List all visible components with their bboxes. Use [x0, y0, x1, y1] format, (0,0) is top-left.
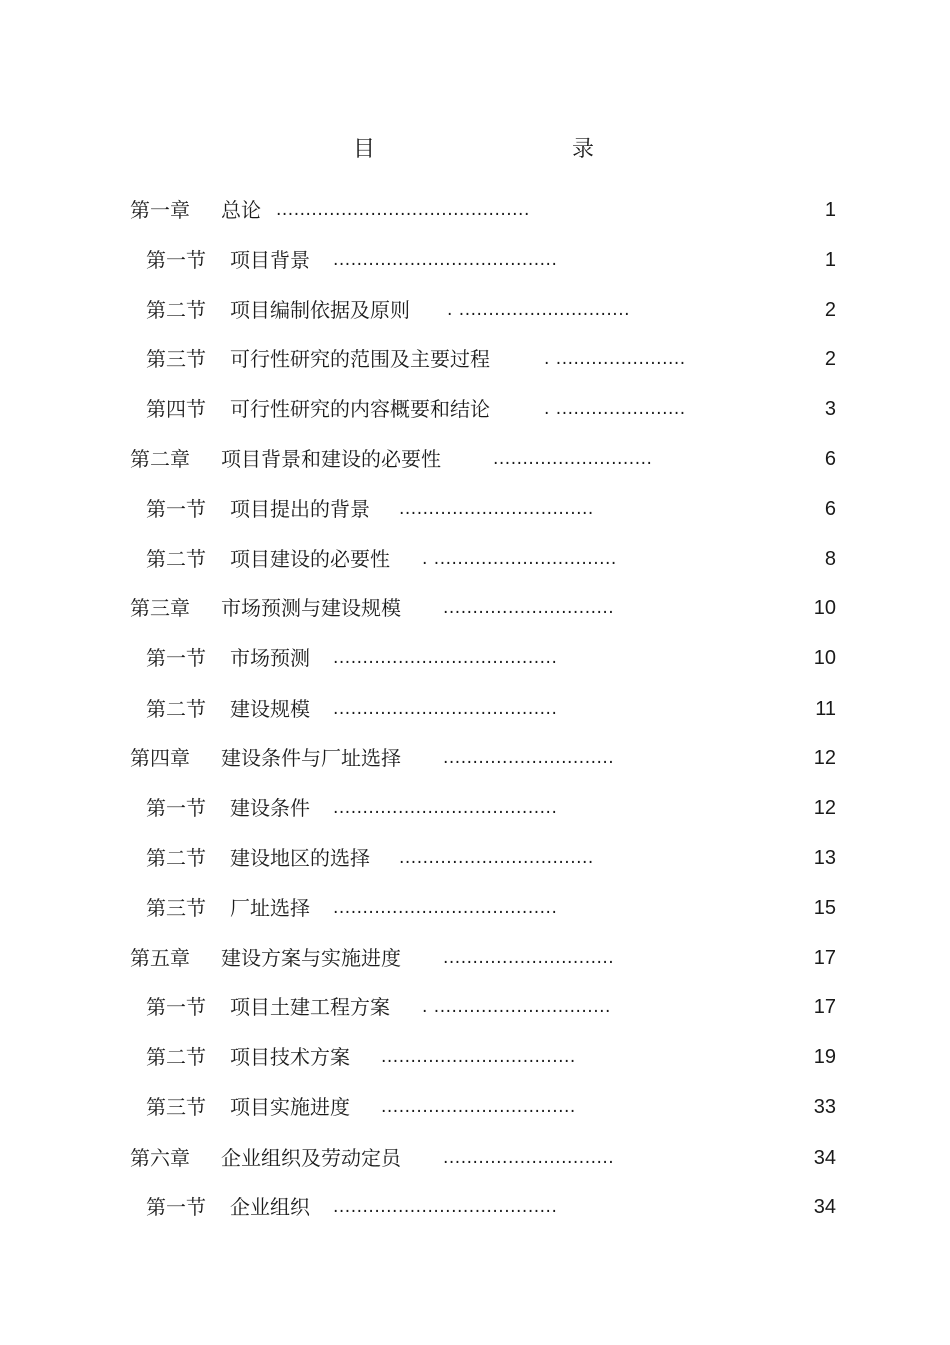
toc-entry-text: 总论 — [221, 198, 261, 222]
toc-entry-page: 8 — [824, 548, 836, 570]
toc-entry-text: 项目提出的背景 — [230, 497, 370, 521]
toc-entry-chapter[interactable] — [0, 592, 950, 624]
toc-entry-text: 项目编制依据及原则 — [230, 298, 410, 322]
toc-entry-leader: ................................. — [381, 1047, 576, 1067]
toc-entry-label: 第一节 — [146, 646, 206, 670]
toc-entry-text: 市场预测与建设规模 — [221, 596, 401, 620]
toc-entry-leader: ............................. — [443, 948, 615, 968]
toc-entry-text: 可行性研究的范围及主要过程 — [230, 347, 490, 371]
toc-entry-leader: . ............................. — [447, 300, 631, 320]
toc-entry-section[interactable] — [0, 1191, 950, 1223]
toc-entry-label: 第二节 — [146, 1045, 206, 1069]
toc-entry-label: 第四节 — [146, 397, 206, 421]
toc-entry-text: 项目实施进度 — [230, 1095, 350, 1119]
toc-entry-label: 第一节 — [146, 1195, 206, 1219]
toc-entry-text: 项目背景和建设的必要性 — [221, 447, 441, 471]
toc-entry-leader: ........................................... — [276, 200, 530, 220]
toc-entry-leader: ...................................... — [333, 1197, 558, 1217]
toc-entry-label: 第二节 — [146, 298, 206, 322]
toc-entry-label: 第三节 — [146, 1095, 206, 1119]
toc-entry-leader: ...................................... — [333, 898, 558, 918]
toc-entry-label: 第一节 — [146, 796, 206, 820]
toc-entry-text: 企业组织及劳动定员 — [221, 1146, 401, 1170]
toc-title — [0, 132, 950, 168]
toc-entry-leader: ...................................... — [333, 648, 558, 668]
toc-entry-page: 10 — [813, 597, 836, 619]
toc-entry-page: 12 — [813, 797, 836, 819]
toc-entry-section[interactable] — [0, 842, 950, 874]
toc-entry-text: 可行性研究的内容概要和结论 — [230, 397, 490, 421]
toc-entry-leader: ...................................... — [333, 699, 558, 719]
toc-entry-label: 第二节 — [146, 846, 206, 870]
toc-entry-text: 建设条件 — [230, 796, 310, 820]
toc-entry-label: 第二节 — [146, 547, 206, 571]
toc-entry-leader: ............................. — [443, 1148, 615, 1168]
toc-entry-leader: ............................. — [443, 748, 615, 768]
toc-entry-leader: ................................. — [399, 848, 594, 868]
toc-entry-page: 12 — [813, 747, 836, 769]
toc-entry-section[interactable] — [0, 693, 950, 725]
toc-entry-text: 项目土建工程方案 — [230, 995, 390, 1019]
toc-entry-page: 1 — [824, 199, 836, 221]
toc-entry-leader: ........................... — [493, 449, 653, 469]
toc-entry-label: 第一节 — [146, 995, 206, 1019]
toc-entry-text: 企业组织 — [230, 1195, 310, 1219]
toc-entry-label: 第一章 — [130, 198, 190, 222]
toc-entry-section[interactable] — [0, 393, 950, 425]
toc-entry-page: 13 — [813, 847, 836, 869]
toc-entry-page: 11 — [815, 698, 836, 720]
toc-entry-label: 第一节 — [146, 497, 206, 521]
toc-entry-text: 建设规模 — [230, 697, 310, 721]
toc-entry-text: 建设方案与实施进度 — [221, 946, 401, 970]
toc-entry-leader: . ...................... — [544, 399, 686, 419]
toc-entry-leader: ...................................... — [333, 250, 558, 270]
toc-entry-page: 3 — [824, 398, 836, 420]
toc-entry-label: 第六章 — [130, 1146, 190, 1170]
toc-entry-page: 15 — [813, 897, 836, 919]
toc-entry-label: 第三章 — [130, 596, 190, 620]
toc-entry-section[interactable] — [0, 244, 950, 276]
toc-entry-label: 第三节 — [146, 347, 206, 371]
toc-entry-text: 市场预测 — [230, 646, 310, 670]
toc-entry-text: 项目背景 — [230, 248, 310, 272]
toc-entry-label: 第一节 — [146, 248, 206, 272]
toc-entry-label: 第四章 — [130, 746, 190, 770]
toc-entry-page: 34 — [813, 1147, 836, 1169]
toc-entry-label: 第五章 — [130, 946, 190, 970]
toc-entry-page: 1 — [824, 249, 836, 271]
toc-title-part1: 目 — [353, 137, 376, 162]
toc-entry-page: 6 — [824, 498, 836, 520]
toc-entry-section[interactable] — [0, 1091, 950, 1123]
toc-entry-text: 建设地区的选择 — [230, 846, 370, 870]
toc-entry-text: 厂址选择 — [230, 896, 310, 920]
toc-entry-page: 2 — [824, 299, 836, 321]
toc-entry-text: 项目技术方案 — [230, 1045, 350, 1069]
toc-entry-chapter[interactable] — [0, 194, 950, 226]
toc-entry-chapter[interactable] — [0, 942, 950, 974]
toc-entry-leader: ................................. — [399, 499, 594, 519]
toc-entry-page: 19 — [813, 1046, 836, 1068]
toc-entry-page: 10 — [813, 647, 836, 669]
toc-entry-page: 33 — [813, 1096, 836, 1118]
toc-entry-section[interactable] — [0, 892, 950, 924]
toc-entry-page: 6 — [824, 448, 836, 470]
toc-entry-section[interactable] — [0, 792, 950, 824]
toc-entry-chapter[interactable] — [0, 742, 950, 774]
toc-entry-leader: . .............................. — [422, 997, 611, 1017]
toc-entry-page: 2 — [824, 348, 836, 370]
toc-entry-section[interactable] — [0, 543, 950, 575]
toc-entry-section[interactable] — [0, 991, 950, 1023]
toc-entry-section[interactable] — [0, 343, 950, 375]
toc-entry-leader: ...................................... — [333, 798, 558, 818]
toc-entry-page: 17 — [813, 947, 836, 969]
toc-entry-text: 项目建设的必要性 — [230, 547, 390, 571]
toc-title-part2: 录 — [572, 137, 595, 162]
toc-entry-section[interactable] — [0, 294, 950, 326]
toc-entry-text: 建设条件与厂址选择 — [221, 746, 401, 770]
toc-entry-leader: . ...................... — [544, 349, 686, 369]
toc-entry-leader: . ............................... — [422, 549, 617, 569]
toc-entry-chapter[interactable] — [0, 443, 950, 475]
toc-entry-label: 第二章 — [130, 447, 190, 471]
toc-entry-label: 第三节 — [146, 896, 206, 920]
toc-entry-page: 17 — [813, 996, 836, 1018]
toc-entry-leader: ............................. — [443, 598, 615, 618]
toc-entry-label: 第二节 — [146, 697, 206, 721]
toc-entry-leader: ................................. — [381, 1097, 576, 1117]
toc-entry-section[interactable] — [0, 1041, 950, 1073]
toc-entry-page: 34 — [813, 1196, 836, 1218]
toc-entry-section[interactable] — [0, 493, 950, 525]
toc-entry-chapter[interactable] — [0, 1142, 950, 1174]
toc-entry-section[interactable] — [0, 642, 950, 674]
